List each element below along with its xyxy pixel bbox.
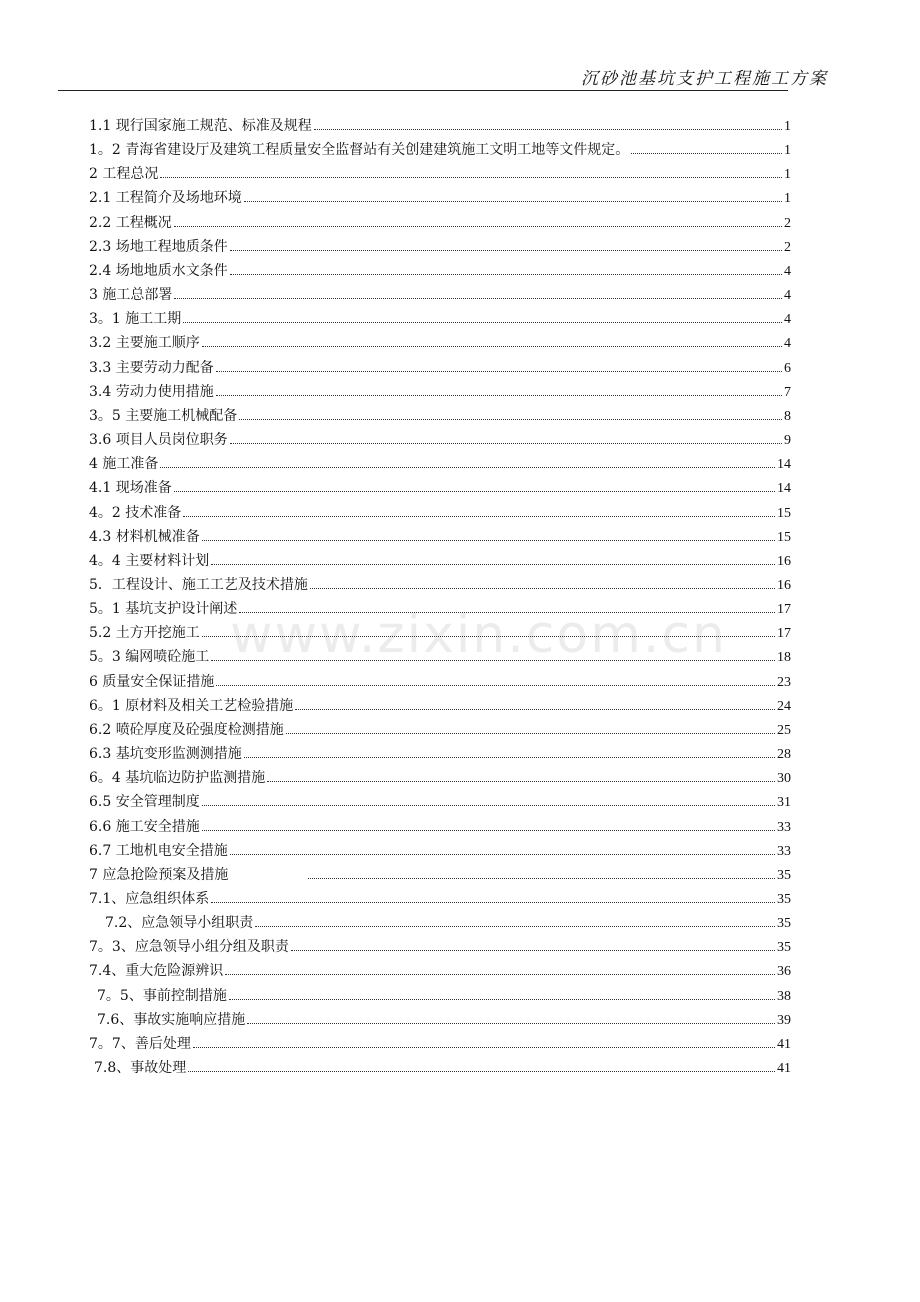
toc-leader — [211, 891, 775, 903]
toc-entry-text: 2.4 场地地质水文条件 — [89, 262, 228, 279]
toc-entry[interactable] — [89, 525, 791, 549]
toc-leader — [230, 843, 775, 855]
toc-entry[interactable] — [89, 1032, 791, 1056]
toc-leader — [188, 1060, 775, 1072]
toc-leader — [267, 770, 775, 782]
toc-entry-text: 5.2 土方开挖施工 — [89, 625, 200, 642]
toc-entry-page: 23 — [777, 674, 791, 690]
toc-leader — [183, 505, 775, 517]
toc-entry-page: 16 — [777, 577, 791, 593]
toc-leader — [291, 939, 775, 951]
toc-leader — [160, 166, 782, 178]
toc-entry-text: 2.2 工程概况 — [89, 214, 172, 231]
toc-entry-page: 18 — [777, 650, 791, 666]
toc-entry-page: 1 — [784, 191, 791, 207]
toc-entry-text: 5．工程设计、施工工艺及技术措施 — [89, 576, 308, 593]
toc-leader — [216, 674, 775, 686]
toc-entry-text: 4。2 技术准备 — [89, 504, 182, 521]
toc-entry[interactable] — [89, 790, 791, 814]
toc-entry[interactable] — [89, 283, 791, 307]
toc-leader — [174, 287, 782, 299]
toc-entry[interactable] — [89, 694, 791, 718]
toc-leader — [183, 311, 782, 323]
toc-entry-page: 2 — [784, 215, 791, 231]
toc-entry[interactable] — [89, 211, 791, 235]
toc-entry-page: 35 — [777, 940, 791, 956]
toc-entry-page: 1 — [784, 167, 791, 183]
toc-entry-text: 7.6、事故实施响应措施 — [97, 1011, 246, 1028]
toc-leader — [247, 1012, 775, 1024]
toc-entry-page: 1 — [784, 119, 791, 134]
toc-entry[interactable] — [89, 839, 791, 863]
toc-entry-page: 33 — [777, 843, 791, 859]
toc-entry-text: 7.2、应急领导小组职责 — [105, 915, 254, 932]
toc-entry[interactable] — [89, 573, 791, 597]
toc-entry-text: 3.4 劳动力使用措施 — [89, 383, 214, 400]
toc-entry-page: 39 — [777, 1012, 791, 1028]
toc-leader — [230, 432, 782, 444]
watermark: www.zixin.com.cn — [230, 605, 727, 665]
toc-leader — [211, 649, 775, 661]
toc-entry[interactable] — [89, 887, 791, 911]
toc-entry-text: 2.3 场地工程地质条件 — [89, 238, 228, 255]
header-title: 沉砂池基坑支护工程施工方案 — [581, 69, 828, 89]
toc-leader — [286, 722, 775, 734]
toc-entry-text: 7.4、重大危险源辨识 — [89, 963, 224, 980]
toc-leader — [230, 239, 782, 251]
toc-entry-page: 14 — [777, 457, 791, 473]
toc-entry[interactable] — [89, 766, 791, 790]
toc-entry-text: 4.1 现场准备 — [89, 480, 172, 497]
toc-entry-page: 6 — [784, 360, 791, 376]
toc-entry-text: 7。5、事前控制措施 — [97, 987, 227, 1004]
toc-entry-page: 41 — [777, 1036, 791, 1052]
toc-entry[interactable] — [89, 380, 791, 404]
toc-entry-text: 6.3 基坑变形监测测措施 — [89, 746, 242, 763]
toc-leader — [160, 456, 775, 468]
toc-entry-text: 6。1 原材料及相关工艺检验措施 — [89, 697, 294, 714]
toc-entry[interactable] — [89, 645, 791, 669]
toc-entry[interactable] — [89, 815, 791, 839]
toc-entry-page: 17 — [777, 602, 791, 618]
toc-entry-text: 3.3 主要劳动力配备 — [89, 359, 214, 376]
toc-entry-page: 1 — [784, 143, 791, 159]
toc-entry[interactable] — [89, 597, 791, 621]
toc-entry-page: 24 — [777, 698, 791, 714]
toc-leader — [239, 601, 775, 613]
toc-entry-page: 4 — [784, 263, 791, 279]
toc-leader — [202, 529, 775, 541]
toc-entry-page: 25 — [777, 722, 791, 738]
toc-leader — [308, 867, 775, 879]
table-of-contents — [89, 114, 791, 1080]
toc-entry-page: 9 — [784, 433, 791, 449]
toc-entry-text: 3 施工总部署 — [89, 287, 173, 304]
toc-entry[interactable] — [89, 549, 791, 573]
toc-entry-text: 3。5 主要施工机械配备 — [89, 407, 238, 424]
toc-entry-page: 15 — [777, 529, 791, 545]
toc-leader — [202, 335, 782, 347]
toc-entry[interactable] — [89, 186, 791, 210]
toc-entry-text: 4.3 材料机械准备 — [89, 528, 200, 545]
toc-entry-text: 2 工程总况 — [89, 166, 159, 183]
toc-entry-text: 6.2 喷砼厚度及砼强度检测措施 — [89, 721, 284, 738]
toc-entry[interactable] — [89, 259, 791, 283]
toc-entry-page: 36 — [777, 964, 791, 980]
toc-entry[interactable] — [89, 428, 791, 452]
toc-entry-page: 4 — [784, 288, 791, 304]
toc-entry-text: 6.5 安全管理制度 — [89, 794, 200, 811]
toc-entry[interactable] — [89, 911, 791, 935]
toc-entry-text: 7 应急抢险预案及措施 — [89, 866, 229, 883]
toc-leader — [631, 142, 782, 154]
toc-leader — [295, 698, 775, 710]
toc-entry[interactable] — [89, 984, 791, 1008]
toc-entry-text: 7。3、应急领导小组分组及职责 — [89, 939, 289, 956]
toc-entry-page: 31 — [777, 795, 791, 811]
toc-entry-text: 7.8、事故处理 — [94, 1060, 187, 1077]
toc-entry-text: 4。4 主要材料计划 — [89, 552, 210, 569]
toc-entry-page: 41 — [777, 1061, 791, 1077]
toc-entry-text: 3.2 主要施工顺序 — [89, 335, 200, 352]
toc-entry-page: 28 — [777, 747, 791, 763]
toc-entry[interactable] — [89, 307, 791, 331]
toc-entry-text: 5。1 基坑支护设计阐述 — [89, 601, 238, 618]
toc-leader — [193, 1036, 775, 1048]
toc-entry-page: 8 — [784, 408, 791, 424]
toc-entry-text: 6.6 施工安全措施 — [89, 818, 200, 835]
toc-entry-text: 2.1 工程简介及场地环境 — [89, 190, 242, 207]
toc-entry[interactable] — [89, 476, 791, 500]
toc-leader — [216, 384, 782, 396]
toc-entry[interactable] — [89, 959, 791, 983]
toc-leader — [244, 190, 782, 202]
toc-entry-text: 5。3 编网喷砼施工 — [89, 649, 210, 666]
toc-entry[interactable] — [89, 621, 791, 645]
toc-leader — [230, 263, 782, 275]
toc-entry-page: 35 — [777, 867, 791, 883]
toc-entry-page: 7 — [784, 384, 791, 400]
toc-entry-text: 7。7、善后处理 — [89, 1035, 191, 1052]
toc-entry-page: 16 — [777, 553, 791, 569]
toc-entry-page: 15 — [777, 505, 791, 521]
toc-entry[interactable] — [89, 718, 791, 742]
toc-entry-text: 1.1 现行国家施工规范、标准及规程 — [89, 118, 312, 134]
toc-entry-page: 33 — [777, 819, 791, 835]
toc-leader — [211, 553, 775, 565]
toc-entry-text: 7.1、应急组织体系 — [89, 891, 210, 907]
toc-entry-text: 4 施工准备 — [89, 456, 159, 473]
toc-entry[interactable] — [89, 235, 791, 259]
toc-entry[interactable] — [89, 114, 791, 138]
toc-entry-text: 6。4 基坑临边防护监测措施 — [89, 770, 266, 787]
toc-entry[interactable] — [89, 356, 791, 380]
header-rule — [58, 90, 788, 91]
toc-leader — [174, 480, 775, 492]
toc-leader — [255, 915, 775, 927]
toc-entry-page: 35 — [777, 916, 791, 932]
toc-entry-page: 14 — [777, 481, 791, 497]
toc-leader — [239, 408, 782, 420]
toc-entry[interactable] — [89, 1008, 791, 1032]
toc-entry[interactable] — [89, 162, 791, 186]
toc-leader — [314, 118, 782, 130]
toc-entry[interactable] — [89, 501, 791, 525]
toc-entry-page: 17 — [777, 626, 791, 642]
toc-entry-page: 2 — [784, 239, 791, 255]
toc-entry-page: 30 — [777, 771, 791, 787]
toc-entry[interactable] — [89, 935, 791, 959]
toc-entry[interactable] — [89, 331, 791, 355]
toc-entry-text: 3。1 施工工期 — [89, 311, 182, 328]
toc-leader — [202, 794, 775, 806]
toc-leader — [202, 819, 775, 831]
toc-entry-page: 4 — [784, 312, 791, 328]
toc-leader — [174, 215, 782, 227]
toc-entry-page: 35 — [777, 892, 791, 907]
toc-entry[interactable] — [89, 670, 791, 694]
toc-leader — [225, 963, 775, 975]
toc-entry-text: 6.7 工地机电安全措施 — [89, 842, 228, 859]
toc-entry-text: 1。2 青海省建设厅及建筑工程质量安全监督站有关创建建筑施工文明工地等文件规定。 — [89, 142, 630, 159]
toc-leader — [229, 988, 775, 1000]
toc-entry[interactable] — [89, 863, 791, 887]
toc-entry[interactable] — [89, 138, 791, 162]
toc-leader — [310, 577, 775, 589]
toc-entry[interactable] — [89, 1056, 791, 1080]
toc-leader — [202, 625, 775, 637]
toc-entry[interactable] — [89, 404, 791, 428]
toc-entry-text: 6 质量安全保证措施 — [89, 673, 215, 690]
toc-leader — [216, 360, 782, 372]
toc-entry[interactable] — [89, 452, 791, 476]
toc-leader — [244, 746, 775, 758]
toc-entry-page: 4 — [784, 336, 791, 352]
toc-entry-page: 38 — [777, 988, 791, 1004]
toc-entry-text: 3.6 项目人员岗位职务 — [89, 432, 228, 449]
toc-entry[interactable] — [89, 742, 791, 766]
